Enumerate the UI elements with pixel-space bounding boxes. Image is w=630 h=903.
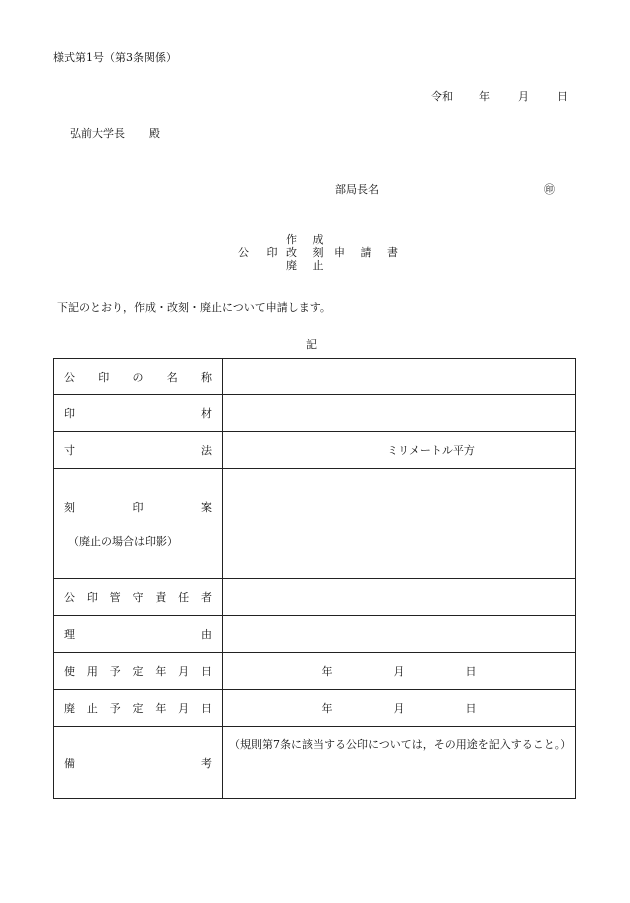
table-row [54, 395, 576, 432]
label-char: 者 [200, 591, 212, 604]
title-option-create: 作 成 [286, 233, 330, 246]
label-char: 予 [109, 702, 121, 715]
label-char: 寸 [64, 444, 75, 457]
ki-heading: 記 [306, 338, 317, 351]
label-char: 材 [201, 407, 212, 420]
addressee [70, 125, 160, 141]
label-char: 守 [132, 591, 144, 604]
design-field[interactable] [223, 469, 576, 579]
use-date-month: 月 [393, 665, 405, 678]
reason-field[interactable] [223, 616, 576, 653]
custodian-field[interactable] [223, 579, 576, 616]
intro-text: 下記のとおり，作成・改刻・廃止について申請します。 [57, 301, 331, 314]
form-number: 様式第1号（第3条関係） [53, 51, 177, 64]
label-char: 定 [132, 702, 144, 715]
remarks-field[interactable]: （規則第7条に該当する公印については，その用途を記入すること。） [223, 727, 576, 799]
table-row [54, 653, 576, 690]
date-month: 月 [518, 90, 529, 103]
label-use-date [54, 653, 223, 690]
label-char: 止 [86, 702, 98, 715]
label-char: 使 [64, 665, 75, 678]
label-char: 年 [155, 702, 167, 715]
label-char: 用 [86, 665, 98, 678]
title-prefix: 公 印 [238, 246, 285, 259]
table-row [54, 359, 576, 395]
label-char: 称 [201, 370, 212, 384]
label-char: 廃 [64, 702, 75, 715]
addressee-honorific: 殿 [149, 127, 160, 140]
label-char: 公 [64, 591, 75, 604]
label-char: 定 [132, 665, 144, 678]
table-row [54, 690, 576, 727]
abolish-date-day: 日 [465, 702, 477, 715]
label-char: 刻 [64, 500, 75, 514]
label-custodian [54, 579, 223, 616]
use-date-day: 日 [465, 665, 477, 678]
label-char: 理 [64, 628, 75, 641]
label-char: の [132, 370, 144, 384]
application-table [53, 358, 576, 799]
label-material [54, 395, 223, 432]
label-char: 印 [98, 370, 110, 384]
abolish-date-month: 月 [393, 702, 405, 715]
design-note: （廃止の場合は印影） [68, 534, 178, 548]
date-day: 日 [557, 90, 568, 103]
label-char: 案 [201, 500, 212, 514]
label-design [54, 469, 223, 579]
label-abolish-date [54, 690, 223, 727]
size-unit: ミリメートル平方 [387, 444, 475, 457]
table-row [54, 432, 576, 469]
table-row [54, 579, 576, 616]
table-row [54, 727, 576, 799]
label-char: 法 [201, 444, 212, 457]
label-char: 管 [109, 591, 121, 604]
use-date-field[interactable] [223, 653, 576, 690]
label-char: 月 [178, 665, 190, 678]
material-field[interactable] [223, 395, 576, 432]
label-remarks [54, 727, 223, 799]
label-char: 予 [109, 665, 121, 678]
label-char: 日 [200, 702, 212, 715]
abolish-date-year: 年 [321, 702, 333, 715]
label-char: 考 [201, 756, 212, 770]
label-char: 任 [178, 591, 190, 604]
label-char: 名 [166, 370, 178, 384]
document-title [238, 233, 404, 272]
seal-mark: ㊞ [544, 183, 555, 196]
table-row [54, 616, 576, 653]
size-field[interactable] [223, 432, 576, 469]
date-era: 令和 [431, 90, 453, 103]
label-char: 日 [200, 665, 212, 678]
date-year: 年 [479, 90, 490, 103]
addressee-name: 弘前大学長 [70, 127, 125, 140]
table-row [54, 469, 576, 579]
department-head-label: 部局長名 [335, 183, 379, 196]
label-char: 月 [178, 702, 190, 715]
label-reason [54, 616, 223, 653]
label-char: 由 [201, 628, 212, 641]
label-char: 責 [155, 591, 167, 604]
date-line [431, 88, 568, 104]
seal-name-field[interactable] [223, 359, 576, 395]
abolish-date-field[interactable] [223, 690, 576, 727]
label-char: 備 [64, 756, 75, 770]
label-size [54, 432, 223, 469]
title-suffix: 申 請 書 [334, 246, 404, 259]
title-option-abolish: 廃 止 [286, 259, 330, 272]
label-char: 公 [64, 370, 75, 384]
label-char: 印 [132, 500, 144, 514]
title-option-recarve: 改 刻 [286, 246, 330, 259]
label-char: 印 [64, 407, 75, 420]
label-char: 印 [86, 591, 98, 604]
label-seal-name [54, 359, 223, 395]
label-char: 年 [155, 665, 167, 678]
use-date-year: 年 [321, 665, 333, 678]
